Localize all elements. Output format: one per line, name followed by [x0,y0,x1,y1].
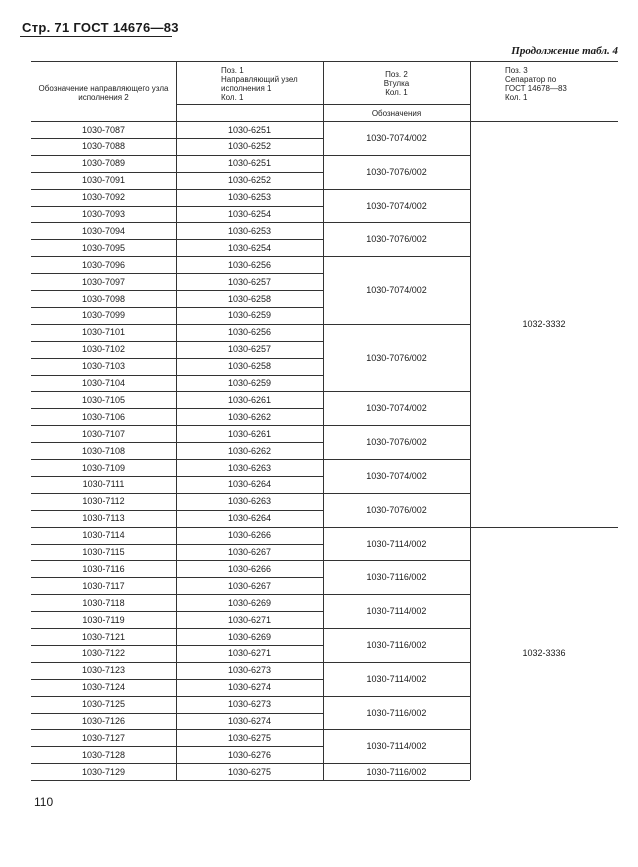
page-number: 110 [34,795,54,809]
group-rule [323,425,470,426]
designation-cell: 1030-7089 [81,158,126,169]
designation-cell: 1030-7102 [81,344,126,355]
designation-cell: 1030-7106 [81,411,126,422]
pos1-cell: 1030-6266 [227,530,272,541]
group-rule [323,324,470,325]
group-rule [323,729,470,730]
designation-cell: 1030-7096 [81,259,126,270]
group-rule [323,696,470,697]
designation-cell: 1030-7094 [81,225,126,236]
pos1-cell: 1030-6264 [227,479,272,490]
pos2-cell: 1030-7074/002 [366,403,427,414]
pos1-cell: 1030-6256 [227,327,272,338]
pos2-cell: 1030-7116/002 [366,707,427,718]
designation-cell: 1030-7115 [82,547,125,557]
group-rule [323,189,470,190]
pos1-cell: 1030-6251 [227,124,272,135]
designation-cell: 1030-7128 [81,749,126,760]
pos1-cell: 1030-6259 [227,378,272,388]
designation-cell: 1030-7097 [81,276,126,287]
pos1-cell: 1030-6276 [227,749,272,760]
pos2-cell: 1030-7074/002 [366,200,427,211]
pos1-cell: 1030-6262 [227,445,272,456]
subheader-designations: Обозначения [371,109,422,118]
pos1-cell: 1030-6257 [227,276,272,287]
pos2-cell: 1030-7114/002 [366,673,427,684]
designation-cell: 1030-7087 [81,124,126,135]
designation-cell: 1030-7125 [81,699,126,710]
pos2-cell: 1030-7114/002 [366,741,427,752]
pos2-cell: 1030-7074/002 [366,132,427,143]
pos2-cell: 1030-7076/002 [366,437,427,448]
group-rule [323,391,470,392]
pos1-cell: 1030-6253 [227,225,272,236]
designation-cell: 1030-7122 [81,648,126,659]
page-header: Стр. 71 ГОСТ 14676—83 [22,20,179,35]
pos1-cell: 1030-6267 [227,547,272,557]
pos1-cell: 1030-6267 [227,580,272,591]
pos2-cell: 1030-7114/002 [366,606,427,617]
designation-cell: 1030-7091 [81,175,126,186]
pos1-cell: 1030-6269 [227,631,272,642]
column-header-designation: Обозначение направляющего узла исполнения 2 [38,84,169,102]
pos1-cell: 1030-6271 [227,648,272,659]
designation-cell: 1030-7099 [81,310,126,321]
designation-cell: 1030-7123 [81,665,126,676]
designation-cell: 1030-7126 [81,716,126,726]
designation-cell: 1030-7093 [81,209,126,219]
column-header-pos1 [221,66,321,102]
designation-cell: 1030-7116 [82,563,125,574]
pos1-cell: 1030-6266 [227,563,272,574]
pos2-cell: 1030-7076/002 [366,234,427,245]
designation-cell: 1030-7114 [82,530,125,541]
header-underline [20,36,172,37]
column-header-pos3 [505,66,615,102]
pos2-cell: 1030-7076/002 [366,504,427,515]
designation-cell: 1030-7109 [81,462,126,473]
row-rule [31,780,176,781]
pos1-cell: 1030-6275 [227,766,272,777]
pos1-cell: 1030-6252 [227,141,272,152]
designation-cell: 1030-7095 [81,242,126,253]
designation-cell: 1030-7113 [82,513,125,524]
column-header-pos1-line: Направляющий узел [221,75,298,84]
pos1-cell: 1030-6263 [227,496,272,507]
pos1-cell: 1030-6257 [227,344,272,355]
designation-cell: 1030-7124 [81,682,126,693]
pos1-cell: 1030-6253 [227,192,272,203]
pos2-cell: 1030-7116/002 [366,639,427,650]
designation-cell: 1030-7118 [82,597,125,608]
group-rule [323,527,470,528]
column-rule-3 [470,61,471,780]
group-rule [323,662,470,663]
column-header-pos3-line: Сепаратор по [505,75,557,84]
pos3-cell: 1032-3336 [522,648,566,659]
pos2-cell: 1030-7076/002 [366,166,427,177]
column-header-pos3-line: Поз. 3 [505,66,528,75]
pos1-cell: 1030-6251 [227,158,272,169]
group-rule [470,527,618,528]
pos1-cell: 1030-6254 [227,242,272,253]
group-rule [323,628,470,629]
designation-cell: 1030-7092 [81,192,126,203]
designation-cell: 1030-7104 [81,378,126,388]
table-continuation-label: Продолжение табл. 4 [511,45,618,57]
pos2-cell: 1030-7074/002 [366,285,427,295]
pos1-cell: 1030-6275 [227,732,272,743]
pos1-cell: 1030-6271 [227,614,272,625]
group-rule [323,256,470,257]
pos2-cell: 1030-7076/002 [366,352,427,363]
pos1-cell: 1030-6254 [227,209,272,219]
pos1-cell: 1030-6269 [227,597,272,608]
column-header-pos2-line: Кол. 1 [385,88,408,97]
column-header-pos1-line: Кол. 1 [221,93,244,102]
pos1-cell: 1030-6261 [227,394,272,405]
column-header-pos3-line: Кол. 1 [505,93,528,102]
column-header-pos1-line: Поз. 1 [221,66,244,75]
designation-cell: 1030-7105 [81,394,126,405]
group-rule [323,155,470,156]
pos1-cell: 1030-6273 [227,699,272,710]
group-rule [323,780,470,781]
designation-cell: 1030-7129 [81,766,126,777]
column-header-pos3-line: ГОСТ 14678—83 [505,84,567,93]
designation-cell: 1030-7098 [81,293,126,304]
designation-cell: 1030-7108 [81,445,126,456]
designation-cell: 1030-7117 [82,580,125,591]
pos3-cell: 1032-3332 [522,318,566,329]
pos2-cell: 1030-7116/002 [366,572,427,583]
pos1-cell: 1030-6274 [227,682,272,693]
pos1-cell: 1030-6274 [227,716,272,726]
group-rule [323,459,470,460]
designation-cell: 1030-7103 [81,361,126,372]
column-header-pos2-line: Поз. 2 [385,70,408,79]
group-rule [323,594,470,595]
pos1-cell: 1030-6258 [227,293,272,304]
pos2-cell: 1030-7116/002 [366,766,427,777]
designation-cell: 1030-7127 [81,732,126,743]
designation-cell: 1030-7121 [81,631,126,642]
pos1-cell: 1030-6261 [227,428,272,439]
column-header-pos2 [326,70,467,97]
designation-cell: 1030-7119 [82,614,125,625]
group-rule [323,222,470,223]
pos1-cell: 1030-6256 [227,259,272,270]
pos2-cell: 1030-7114/002 [366,538,427,549]
pos1-cell: 1030-6264 [227,513,272,524]
designation-cell: 1030-7107 [81,428,126,439]
pos2-cell: 1030-7074/002 [366,470,427,481]
row-rule [176,780,323,781]
table-top-rule [31,61,618,62]
designation-cell: 1030-7088 [81,141,126,152]
column-header-pos1-line: исполнения 1 [221,84,272,93]
pos1-cell: 1030-6252 [227,175,272,186]
column-header-pos2-line: Втулка [383,79,410,88]
designation-cell: 1030-7112 [82,496,125,507]
pos1-cell: 1030-6273 [227,665,272,676]
pos1-cell: 1030-6262 [227,411,272,422]
designation-cell: 1030-7101 [81,327,126,338]
designation-cell: 1030-7111 [82,479,125,490]
pos1-cell: 1030-6258 [227,361,272,372]
group-rule [323,493,470,494]
pos1-cell: 1030-6259 [227,310,272,321]
group-rule [323,560,470,561]
pos1-cell: 1030-6263 [227,462,272,473]
